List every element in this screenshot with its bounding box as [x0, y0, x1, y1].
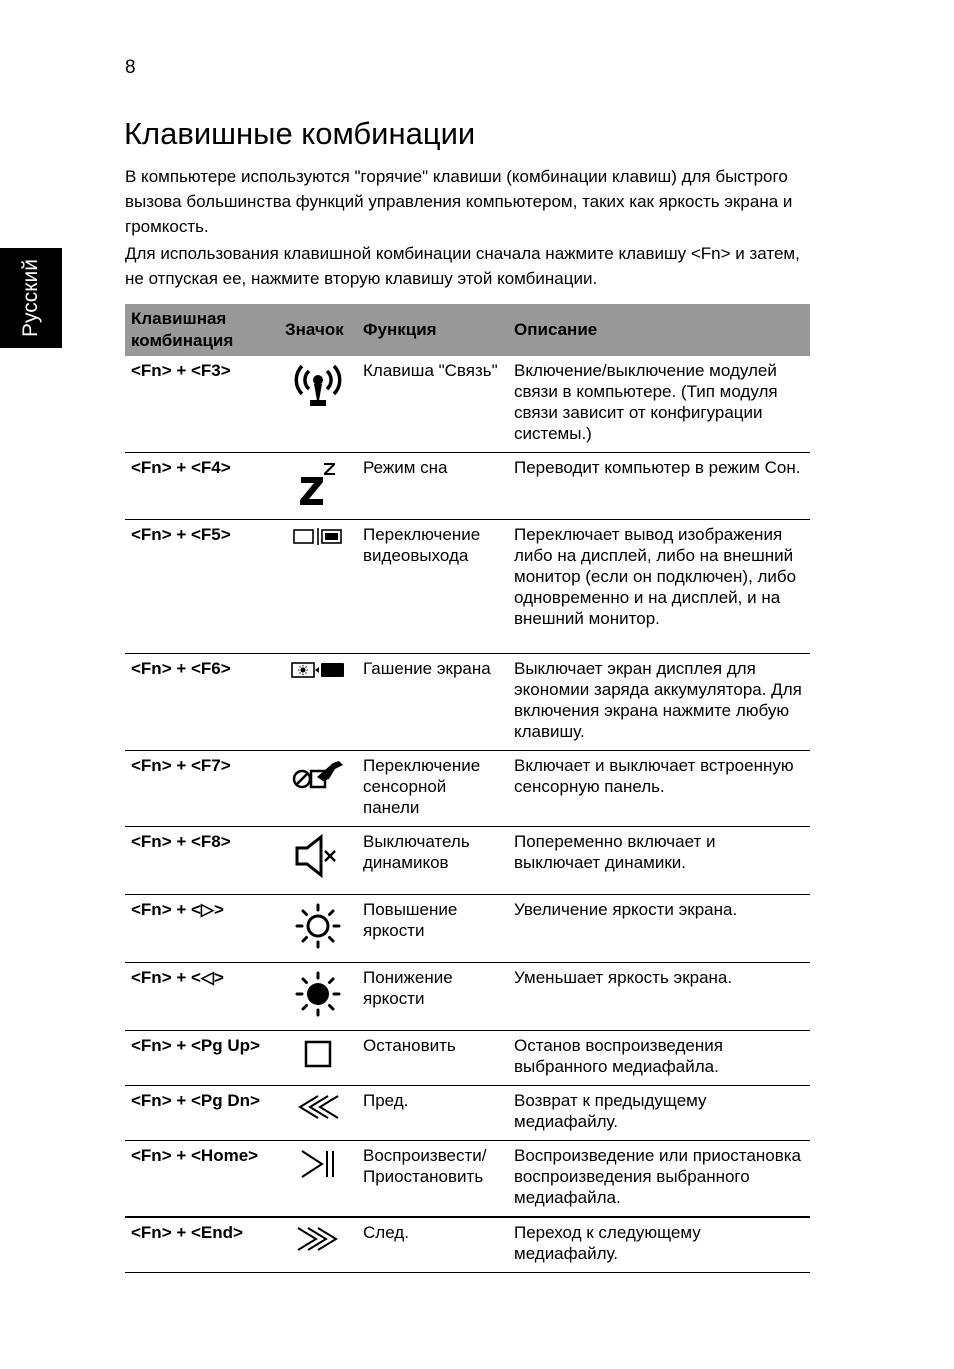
wireless-icon: [290, 362, 346, 410]
row-key: <Fn> + <Home>: [125, 1141, 279, 1218]
table-row: [125, 1031, 810, 1086]
header-key: Клавишная комбинация: [125, 304, 279, 356]
table-row: [125, 827, 810, 895]
row-key: <Fn> + <▷>: [125, 895, 279, 963]
page-number: 8: [125, 57, 136, 78]
row-function: Гашение экрана: [357, 654, 508, 751]
table-header-row: [125, 304, 810, 356]
row-key: <Fn> + <F8>: [125, 827, 279, 895]
table-row: [125, 1217, 810, 1273]
row-key: <Fn> + <F4>: [125, 453, 279, 520]
row-key: <Fn> + <Pg Dn>: [125, 1086, 279, 1141]
row-key: <Fn> + <F6>: [125, 654, 279, 751]
row-function: Режим сна: [357, 453, 508, 520]
row-description: Воспроизведение или приостановка воспроизведения выбранного медиафайла.: [508, 1141, 810, 1218]
row-description: Включение/выключение модулей связи в компьютере. (Тип модуля связи зависит от конфигурации системы.): [508, 356, 810, 453]
table-row: [125, 356, 810, 453]
previous-icon: [296, 1092, 340, 1122]
page-title: Клавишные комбинации: [124, 116, 476, 151]
brightness-down-icon: [293, 969, 343, 1019]
row-function: Воспроизвести/ Приостановить: [357, 1141, 508, 1218]
row-function: Выключатель динамиков: [357, 827, 508, 895]
row-function: Повышение яркости: [357, 895, 508, 963]
row-description: Попеременно включает и выключает динамики.: [508, 827, 810, 895]
display-switch-icon: [291, 526, 345, 546]
row-function: Клавиша "Связь": [357, 356, 508, 453]
row-description: Останов воспроизведения выбранного медиафайла.: [508, 1031, 810, 1086]
table-row: [125, 654, 810, 751]
table-row: [125, 895, 810, 963]
language-tab-label: Русский: [19, 259, 42, 337]
row-function: Переключение сенсорной панели: [357, 751, 508, 827]
row-description: Переход к следующему медиафайлу.: [508, 1217, 810, 1273]
row-description: Выключает экран дисплея для экономии заряда аккумулятора. Для включения экрана нажмите любую клавишу.: [508, 654, 810, 751]
table-row: [125, 1086, 810, 1141]
next-icon: [296, 1224, 340, 1254]
language-tab: [0, 248, 62, 348]
row-key: <Fn> + <F5>: [125, 520, 279, 654]
hotkey-table: [125, 304, 810, 1273]
touchpad-toggle-icon: [289, 757, 347, 793]
play-pause-icon: [296, 1147, 340, 1181]
row-description: Возврат к предыдущему медиафайлу.: [508, 1086, 810, 1141]
row-key: <Fn> + <F3>: [125, 356, 279, 453]
speaker-mute-icon: [291, 833, 345, 879]
table-row: [125, 963, 810, 1031]
row-key: <Fn> + <F7>: [125, 751, 279, 827]
row-description: Переключает вывод изображения либо на дисплей, либо на внешний монитор (если он подключен), либо одновременно и на дисплей, и на внешний монитор.: [508, 520, 810, 654]
row-function: Понижение яркости: [357, 963, 508, 1031]
table-row: [125, 453, 810, 520]
intro-paragraph-1: В компьютере используются "горячие" клавиши (комбинации клавиш) для быстрого вызова большинства функций управления компьютером, таких как яркость экрана и громкость.: [125, 167, 793, 236]
row-function: Пред.: [357, 1086, 508, 1141]
header-function: Функция: [357, 304, 508, 356]
table-row: [125, 1141, 810, 1218]
row-description: Увеличение яркости экрана.: [508, 895, 810, 963]
header-description: Описание: [508, 304, 810, 356]
row-function: Остановить: [357, 1031, 508, 1086]
row-function: Переключение видеовыхода: [357, 520, 508, 654]
table-row: [125, 751, 810, 827]
row-key: <Fn> + <Pg Up>: [125, 1031, 279, 1086]
row-key: <Fn> + <End>: [125, 1217, 279, 1273]
table-row: [125, 520, 810, 654]
row-description: Переводит компьютер в режим Сон.: [508, 453, 810, 520]
row-description: Уменьшает яркость экрана.: [508, 963, 810, 1031]
sleep-icon: [293, 459, 343, 509]
display-off-icon: [289, 660, 347, 680]
row-description: Включает и выключает встроенную сенсорную панель.: [508, 751, 810, 827]
intro-paragraph-2: Для использования клавишной комбинации сначала нажмите клавишу <Fn> и затем, не отпуская ее, нажмите вторую клавишу этой комбинации.: [125, 244, 800, 288]
row-function: След.: [357, 1217, 508, 1273]
stop-icon: [301, 1037, 335, 1071]
header-icon: Значок: [279, 304, 357, 356]
row-key: <Fn> + <◁>: [125, 963, 279, 1031]
brightness-up-icon: [293, 901, 343, 951]
